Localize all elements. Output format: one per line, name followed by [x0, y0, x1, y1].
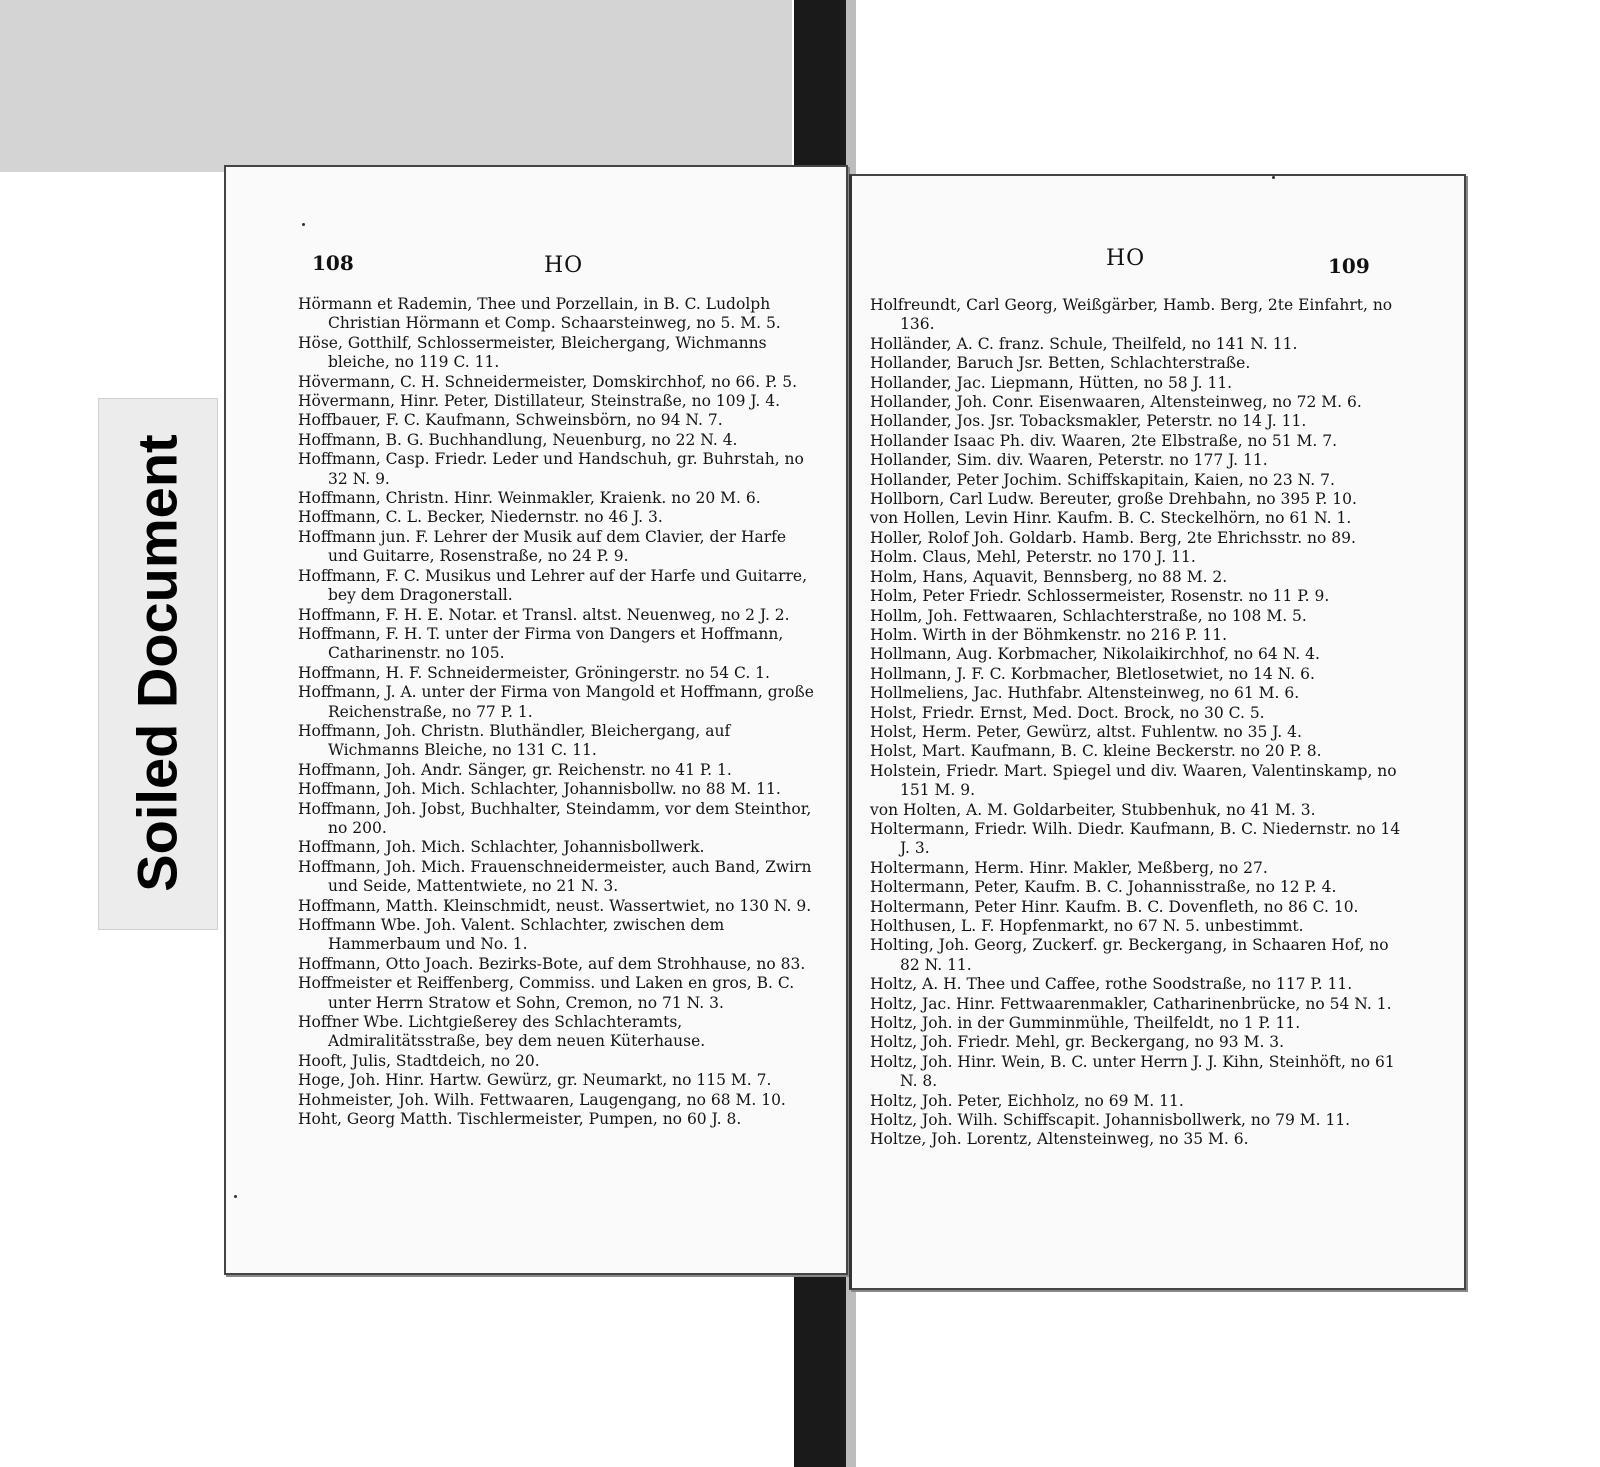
entry: Hoffmann, Otto Joach. Bezirks-Bote, auf dem Strohhause, no 83. — [298, 954, 806, 973]
entry: Hollander, Jac. Liepmann, Hütten, no 58 J. 11. — [870, 373, 1233, 392]
entry: Hörmann et Rademin, Thee und Porzellain, in B. C. Ludolph Christian Hörmann et Comp. Schaarsteinweg, no 5. M. 5. — [298, 295, 781, 333]
entry: Holm. Claus, Mehl, Peterstr. no 170 J. 11. — [870, 548, 1196, 567]
entry: Hohmeister, Joh. Wilh. Fettwaaren, Laugengang, no 68 M. 10. — [298, 1090, 786, 1109]
entry: Hoffmann, H. F. Schneidermeister, Gröningerstr. no 54 C. 1. — [298, 663, 770, 682]
entry: Hoffmann, B. G. Buchhandlung, Neuenburg, no 22 N. 4. — [298, 430, 738, 449]
entry: Holler, Rolof Joh. Goldarb. Hamb. Berg, 2te Ehrichsstr. no 89. — [870, 528, 1356, 547]
entry: Holst, Mart. Kaufmann, B. C. kleine Beckerstr. no 20 P. 8. — [870, 742, 1322, 761]
entry: Hooft, Julis, Stadtdeich, no 20. — [298, 1051, 540, 1070]
left-running-head: HO — [544, 253, 584, 278]
entry: Hoffmann, C. L. Becker, Niedernstr. no 46 J. 3. — [298, 508, 663, 527]
entry: Hollander, Baruch Jsr. Betten, Schlachterstraße. — [870, 354, 1251, 373]
entry: Hollmann, Aug. Korbmacher, Nikolaikirchhof, no 64 N. 4. — [870, 645, 1320, 664]
entry: Holfreundt, Carl Georg, Weißgärber, Hamb. Berg, 2te Einfahrt, no 136. — [870, 296, 1393, 334]
entry: Holtermann, Peter Hinr. Kaufm. B. C. Dovenfleth, no 86 C. 10. — [870, 897, 1359, 916]
entry: Höse, Gotthilf, Schlossermeister, Bleichergang, Wichmanns bleiche, no 119 C. 11. — [298, 333, 767, 372]
entry: Holting, Joh. Georg, Zuckerf. gr. Beckergang, in Schaaren Hof, no 82 N. 11. — [870, 936, 1389, 974]
right-running-head: HO — [1106, 246, 1146, 271]
entry: Hoffmann Wbe. Joh. Valent. Schlachter, zwischen dem Hammerbaum und No. 1. — [298, 916, 725, 954]
entry: Holtermann, Peter, Kaufm. B. C. Johannisstraße, no 12 P. 4. — [870, 878, 1337, 897]
right-page-number: 109 — [1328, 254, 1370, 278]
entry: Holtz, Joh. Peter, Eichholz, no 69 M. 11. — [870, 1091, 1184, 1110]
entry: Hoffmeister et Reiffenberg, Commiss. und Laken en gros, B. C. unter Herrn Stratow et Sohn, Cremon, no 71 N. 3. — [298, 974, 795, 1012]
entry: Holländer, A. C. franz. Schule, Theilfeld, no 141 N. 11. — [870, 334, 1298, 353]
entry: Holstein, Friedr. Mart. Spiegel und div. Waaren, Valentinskamp, no 151 M. 9. — [870, 761, 1397, 800]
entry: Holm, Peter Friedr. Schlossermeister, Rosenstr. no 11 P. 9. — [870, 587, 1330, 606]
entry: Hoffmann, Joh. Mich. Schlachter, Johannisbollw. no 88 M. 11. — [298, 780, 781, 799]
entry: Hollander Isaac Ph. div. Waaren, 2te Elbstraße, no 51 M. 7. — [870, 431, 1337, 450]
entry: Hollander, Sim. div. Waaren, Peterstr. no 177 J. 11. — [870, 451, 1268, 470]
entry: Hoffner Wbe. Lichtgießerey des Schlachteramts, Admiralitätsstraße, bey dem neuen Küterhause. — [298, 1013, 706, 1051]
entry: Hoffmann, J. A. unter der Firma von Mangold et Hoffmann, große Reichenstraße, no 77 P. 1. — [298, 683, 814, 721]
entry: Holm. Wirth in der Böhmkenstr. no 216 P. 11. — [870, 625, 1228, 644]
entry: Hövermann, Hinr. Peter, Distillateur, Steinstraße, no 109 J. 4. — [298, 392, 781, 411]
scan-background-gray — [0, 0, 792, 172]
entry: Holtz, Joh. Hinr. Wein, B. C. unter Herrn J. J. Kihn, Steinhöft, no 61 N. 8. — [870, 1052, 1395, 1091]
entry: Holtze, Joh. Lorentz, Altensteinweg, no 35 M. 6. — [870, 1130, 1249, 1149]
entry: Hoffmann, F. H. E. Notar. et Transl. altst. Neuenweg, no 2 J. 2. — [298, 605, 790, 624]
left-entry-list — [298, 295, 818, 1129]
entry: Hollmann, J. F. C. Korbmacher, Bletlosetwiet, no 14 N. 6. — [870, 664, 1315, 683]
entry: Holtz, A. H. Thee und Caffee, rothe Soodstraße, no 117 P. 11. — [870, 975, 1353, 994]
entry: Holtz, Joh. in der Gumminmühle, Theilfeldt, no 1 P. 11. — [870, 1014, 1301, 1033]
right-page — [849, 174, 1466, 1290]
entry: Holtermann, Friedr. Wilh. Diedr. Kaufmann, B. C. Niedernstr. no 14 J. 3. — [870, 819, 1401, 858]
entry: Hollm, Joh. Fettwaaren, Schlachterstraße, no 108 M. 5. — [870, 606, 1307, 625]
entry: Hoge, Joh. Hinr. Hartw. Gewürz, gr. Neumarkt, no 115 M. 7. — [298, 1071, 772, 1090]
ink-speck — [302, 223, 305, 226]
soiled-document-label: Soiled Document — [125, 434, 189, 892]
entry: Holm, Hans, Aquavit, Bennsberg, no 88 M. 2. — [870, 567, 1228, 586]
left-page — [224, 165, 848, 1275]
entry: Holst, Herm. Peter, Gewürz, altst. Fuhlentw. no 35 J. 4. — [870, 722, 1302, 741]
entry: Hoffbauer, F. C. Kaufmann, Schweinsbörn, no 94 N. 7. — [298, 411, 723, 430]
entry: Holthusen, L. F. Hopfenmarkt, no 67 N. 5. unbestimmt. — [870, 917, 1304, 935]
entry: Hoffmann, Joh. Christn. Bluthändler, Bleichergang, auf Wichmanns Bleiche, no 131 C. 11. — [298, 721, 731, 760]
entry: Holtz, Jac. Hinr. Fettwaarenmakler, Catharinenbrücke, no 54 N. 1. — [870, 994, 1392, 1013]
entry: Hoffmann, F. H. T. unter der Firma von Dangers et Hoffmann, Catharinenstr. no 105. — [298, 624, 784, 663]
entry: Hoffmann, Casp. Friedr. Leder und Handschuh, gr. Buhrstah, no 32 N. 9. — [298, 450, 804, 488]
entry: Holst, Friedr. Ernst, Med. Doct. Brock, no 30 C. 5. — [870, 703, 1265, 722]
entry: Hoffmann, Joh. Jobst, Buchhalter, Steindamm, vor dem Steinthor, no 200. — [298, 799, 812, 837]
entry: Hövermann, C. H. Schneidermeister, Domskirchhof, no 66. P. 5. — [298, 372, 798, 391]
ink-speck — [234, 1195, 237, 1198]
entry: Holtz, Joh. Friedr. Mehl, gr. Beckergang, no 93 M. 3. — [870, 1033, 1285, 1052]
entry: Hollborn, Carl Ludw. Bereuter, große Drehbahn, no 395 P. 10. — [870, 490, 1357, 509]
entry: von Hollen, Levin Hinr. Kaufm. B. C. Steckelhörn, no 61 N. 1. — [870, 509, 1352, 528]
ink-speck — [1272, 176, 1275, 179]
entry: Hoffmann, Joh. Andr. Sänger, gr. Reichenstr. no 41 P. 1. — [298, 760, 732, 779]
entry: Hoffmann, Joh. Mich. Schlachter, Johannisbollwerk. — [298, 838, 705, 857]
entry: Hollander, Jos. Jsr. Tobacksmakler, Peterstr. no 14 J. 11. — [870, 412, 1307, 431]
entry: Holtermann, Herm. Hinr. Makler, Meßberg, no 27. — [870, 858, 1268, 877]
entry: Hollander, Joh. Conr. Eisenwaaren, Altensteinweg, no 72 M. 6. — [870, 393, 1362, 412]
entry: Hoffmann, Matth. Kleinschmidt, neust. Wassertwiet, no 130 N. 9. — [298, 896, 812, 915]
entry: Hoht, Georg Matth. Tischlermeister, Pumpen, no 60 J. 8. — [298, 1110, 742, 1129]
entry: Hoffmann, Christn. Hinr. Weinmakler, Kraienk. no 20 M. 6. — [298, 489, 761, 508]
entry: Hoffmann, Joh. Mich. Frauenschneidermeister, auch Band, Zwirn und Seide, Mattentwiete, no 21 N. 3. — [298, 857, 812, 896]
entry: von Holten, A. M. Goldarbeiter, Stubbenhuk, no 41 M. 3. — [870, 800, 1316, 819]
entry: Hollander, Peter Jochim. Schiffskapitain, Kaien, no 23 N. 7. — [870, 470, 1335, 489]
entry: Hoffmann jun. F. Lehrer der Musik auf dem Clavier, der Harfe und Guitarre, Rosenstraße, no 24 P. 9. — [298, 527, 787, 566]
left-page-number: 108 — [312, 251, 354, 275]
entry: Holtz, Joh. Wilh. Schiffscapit. Johannisbollwerk, no 79 M. 11. — [870, 1111, 1351, 1130]
entry: Hollmeliens, Jac. Huthfabr. Altensteinweg, no 61 M. 6. — [870, 684, 1300, 703]
right-entry-list — [870, 296, 1410, 1150]
entry: Hoffmann, F. C. Musikus und Lehrer auf der Harfe und Guitarre, bey dem Dragonerstall. — [298, 566, 808, 605]
